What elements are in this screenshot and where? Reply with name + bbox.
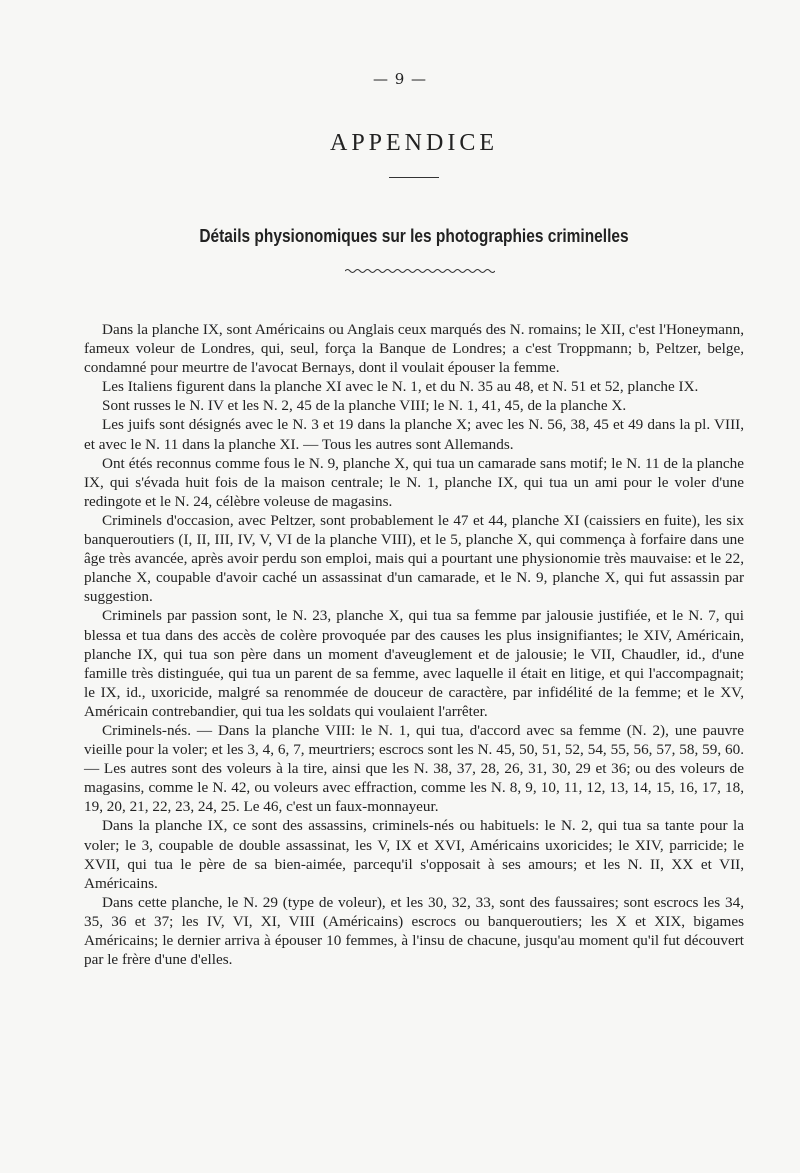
body-text	[84, 320, 744, 969]
paragraph: Ont étés reconnus comme fous le N. 9, planche X, qui tua un camarade sans motif; le N. 11 de la planche IX, qui s'évada huit fois de la maison centrale; le N. 1, planche IX, qui tua un ami pour le voler d'une redingote et le N. 24, célèbre voleuse de magasins.	[84, 454, 744, 510]
paragraph: Criminels d'occasion, avec Peltzer, sont probablement le 47 et 44, planche XI (caissiers en fuite), les six banqueroutiers (I, II, III, IV, V, VI de la planche VIII), et le 5, planche X, qui commença à forfaire dans une âge très avancée, après avoir perdu son emploi, mais qui a pourtant une physionomie très mauvaise: et le 22, planche X, coupable d'avoir caché un assassinat d'un camarade, et le N. 9, planche X, qui fut assassin par suggestion.	[84, 511, 744, 606]
section-subtitle: Détails physionomiques sur les photographies criminelles	[199, 226, 629, 246]
subtitle-wavy-divider	[345, 268, 495, 274]
page-title: APPENDICE	[329, 130, 498, 156]
paragraph: Criminels par passion sont, le N. 23, planche X, qui tua sa femme par jalousie justifiée, et le N. 7, qui blessa et tua dans des accès de colère provoquée par des causes les plus insignifiantes; le XIV, Américain, planche IX, qui tua son père dans un moment d'aveuglement et de jalousie; le VII, Chaudler, id., d'une famille très distinguée, qui tua un parent de sa femme, avec laquelle il était en litige, et qui l'accompagnait; le IX, id., uxoricide, malgré sa renommée de douceur de caractère, par infidélité de la femme; et le XV, Américain contrebandier, qui tua les soldats qui voulaient l'arrêter.	[84, 607, 744, 720]
paragraph: Criminels-nés. — Dans la planche VIII: le N. 1, qui tua, d'accord avec sa femme (N. 2), une pauvre vieille pour la voler; et les 3, 4, 6, 7, meurtriers; escrocs sont les N. 45, 50, 51, 52, 54, 55, 56, 57, 58, 59, 60. — Les autres sont des voleurs à la tire, ainsi que les N. 38, 37, 28, 26, 31, 30, 29 et 36; ou des voleurs de magasins, comme le N. 42, ou voleurs avec effraction, comme les N. 8, 9, 10, 11, 12, 13, 14, 15, 16, 17, 18, 19, 20, 21, 22, 23, 24, 25. Le 46, c'est un faux-monnayeur.	[84, 721, 744, 816]
paragraph: Les Italiens figurent dans la planche XI avec le N. 1, et du N. 35 au 48, et N. 51 et 52, planche IX.	[102, 378, 699, 396]
paragraph: Sont russes le N. IV et les N. 2, 45 de la planche VIII; le N. 1, 41, 45, de la planche X.	[102, 397, 627, 415]
page-number: — 9 —	[372, 70, 428, 88]
paragraph: Dans cette planche, le N. 29 (type de voleur), et les 30, 32, 33, sont des faussaires; sont escrocs les 34, 35, 36 et 37; les IV, VI, XI, VIII (Américains) escrocs ou banqueroutiers; les X et XIX, bigames Américains; le dernier arriva à épouser 10 femmes, à l'insu de chacune, jusqu'au moment qu'il fut découvert par le frère d'une d'elles.	[84, 893, 744, 969]
paragraph: Dans la planche IX, ce sont des assassins, criminels-nés ou habituels: le N. 2, qui tua sa tante pour la voler; le 3, coupable de double assassinat, les V, IX et XVI, Américains uxoricides; le XIV, parricide; le XVII, qui tua le père de sa bien-aimée, parcequ'il s'opposait à ses amours; et les N. II, XX et VII, Américains.	[84, 817, 744, 892]
title-divider	[389, 177, 439, 178]
paragraph: Les juifs sont désignés avec le N. 3 et 19 dans la planche X; avec les N. 56, 38, 45 et 49 dans la pl. VIII, et avec le N. 11 dans la planche XI. — Tous les autres sont Allemands.	[84, 416, 744, 453]
paragraph: Dans la planche IX, sont Américains ou Anglais ceux marqués des N. romains; le XII, c'est l'Honeymann, fameux voleur de Londres, qui, seul, força la Banque de Londres; a c'est Troppmann; b, Peltzer, belge, condamné pour meurtre de l'avocat Bernays, dont il voulait épouser la femme.	[84, 321, 744, 377]
